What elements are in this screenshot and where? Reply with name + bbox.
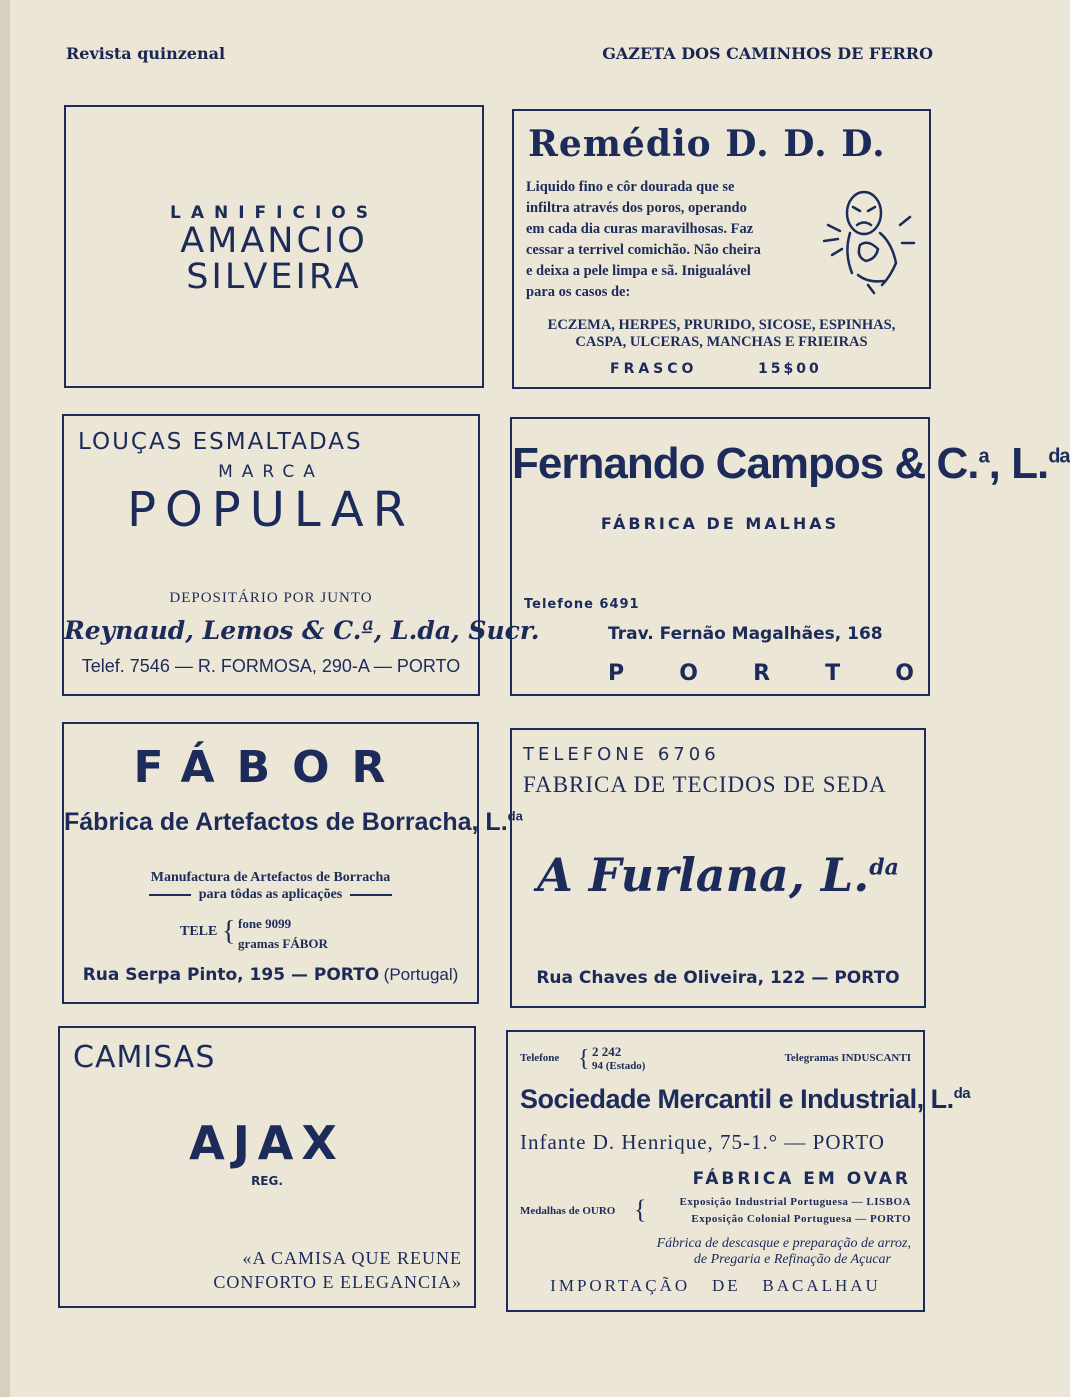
fabor-fone: fone 9099 bbox=[238, 916, 292, 931]
rule-right bbox=[350, 894, 392, 896]
price-label: FRASCO bbox=[610, 361, 698, 377]
furlana-name-text: A Furlana, L. bbox=[537, 848, 870, 902]
fabrica-ovar: FÁBRICA EM OVAR bbox=[692, 1169, 911, 1189]
city-letter: T bbox=[825, 661, 841, 686]
furlana-name bbox=[512, 848, 924, 902]
aplicacoes-text: para tôdas as aplicações bbox=[198, 887, 343, 902]
sociedade-name-sup: da bbox=[953, 1085, 971, 1102]
fabor-title: FÁBOR bbox=[133, 742, 408, 793]
title-sup-da: da bbox=[1048, 445, 1070, 468]
fabor-address-line bbox=[64, 964, 477, 985]
title-main: Fernando Campos & C. bbox=[512, 439, 979, 488]
popular-text: POPULAR bbox=[127, 482, 415, 538]
sociedade-address: Infante D. Henrique, 75-1.° — PORTO bbox=[520, 1130, 885, 1154]
ad-fernando-campos bbox=[510, 417, 1070, 696]
furlana-address: Rua Chaves de Oliveira, 122 — PORTO bbox=[536, 968, 900, 988]
city-letter: R bbox=[753, 661, 771, 686]
importacao-bacalhau: IMPORTAÇÃO DE BACALHAU bbox=[550, 1276, 881, 1295]
fabor-gramas: gramas FÁBOR bbox=[238, 936, 328, 951]
fabor-company-sup: da bbox=[507, 808, 523, 824]
ad-furlana bbox=[507, 728, 926, 1008]
ad-fabor bbox=[62, 722, 523, 1004]
header-right: GAZETA DOS CAMINHOS DE FERRO bbox=[602, 44, 933, 63]
city-letter: O bbox=[679, 661, 698, 686]
fabrica-malhas: FÁBRICA DE MALHAS bbox=[600, 514, 840, 533]
tele-label: TELE bbox=[180, 924, 218, 939]
body-line: cessar a terrivel comichão. Não cheira bbox=[526, 242, 761, 258]
tel-label: Telefone bbox=[520, 1052, 560, 1064]
title-sep: , L. bbox=[988, 439, 1049, 488]
loucas-title: LOUÇAS ESMALTADAS bbox=[78, 429, 363, 455]
ad-lanificios bbox=[64, 105, 484, 388]
fernando-city bbox=[608, 661, 914, 686]
depositario-label: DEPOSITÁRIO POR JUNTO bbox=[169, 590, 373, 606]
ad-sociedade-mercantil bbox=[506, 1030, 971, 1312]
ad-remedio bbox=[512, 109, 931, 389]
ad-loucas bbox=[62, 414, 540, 696]
sociedade-name-text: Sociedade Mercantil e Industrial, L. bbox=[520, 1084, 954, 1114]
silveira-text: SILVEIRA bbox=[186, 257, 362, 297]
page-edge bbox=[0, 0, 10, 1397]
scratching-man-icon bbox=[820, 185, 916, 295]
tele-brace: { bbox=[222, 916, 236, 947]
furlana-phone: TELEFONE 6706 bbox=[523, 744, 720, 765]
body-line: infiltra através dos poros, operando bbox=[526, 200, 747, 216]
body-line: para os casos de: bbox=[526, 284, 631, 300]
sociedade-name bbox=[520, 1084, 970, 1115]
lanificios-label: LANIFICIOS bbox=[170, 203, 378, 223]
ajax-brand: AJAX bbox=[189, 1116, 345, 1170]
fabor-company bbox=[64, 808, 523, 837]
header-left: Revista quinzenal bbox=[66, 44, 226, 63]
ajax-reg: REG. bbox=[251, 1174, 283, 1188]
fabor-aplicacoes bbox=[64, 887, 477, 903]
desc-line-2: de Pregaria e Refinação de Açucar bbox=[693, 1252, 891, 1267]
fabor-manufactura: Manufactura de Artefactos de Borracha bbox=[150, 870, 391, 885]
medal-porto: Exposição Colonial Portuguesa — PORTO bbox=[691, 1213, 911, 1225]
fabor-address: Rua Serpa Pinto, 195 — PORTO bbox=[82, 965, 380, 985]
title-sup-a: a bbox=[978, 445, 989, 468]
city-letter: P bbox=[608, 661, 625, 686]
tel-brace: { bbox=[578, 1046, 590, 1072]
reynaud-name: Reynaud, Lemos & C.ª, L.da, Sucr. bbox=[64, 616, 540, 645]
telegram: Telegramas INDUSCANTI bbox=[784, 1052, 911, 1064]
desc-line-1: Fábrica de descasque e preparação de arroz, bbox=[656, 1236, 911, 1251]
fabor-company-name: Fábrica de Artefactos de Borracha, L. bbox=[64, 808, 508, 836]
fernando-campos-title bbox=[512, 439, 1070, 489]
fabor-country: (Portugal) bbox=[383, 965, 459, 984]
conditions-line2: CASPA, ULCERAS, MANCHAS E FRIEIRAS bbox=[575, 334, 868, 350]
medals-label: Medalhas de OURO bbox=[520, 1205, 616, 1217]
ajax-slogan-1: «A CAMISA QUE REUNE bbox=[242, 1248, 462, 1268]
ad-camisas-ajax bbox=[58, 1026, 476, 1308]
medals-brace: { bbox=[634, 1195, 647, 1224]
remedio-body bbox=[526, 177, 761, 303]
camisas-title: CAMISAS bbox=[73, 1040, 216, 1075]
amancio-text: AMANCIO bbox=[180, 221, 368, 261]
fernando-address: Trav. Fernão Magalhães, 168 bbox=[608, 624, 883, 644]
city-letter: O bbox=[895, 661, 914, 686]
tel-number-2: 94 (Estado) bbox=[592, 1060, 646, 1072]
body-line: em cada dia curas maravilhosas. Faz bbox=[526, 221, 754, 237]
conditions-line1: ECZEMA, HERPES, PRURIDO, SICOSE, ESPINHAS, bbox=[547, 317, 896, 333]
rule-left bbox=[149, 894, 191, 896]
fernando-phone: Telefone 6491 bbox=[524, 597, 640, 612]
ajax-slogan-2: CONFORTO E ELEGANCIA» bbox=[213, 1272, 462, 1292]
furlana-tecidos: FABRICA DE TECIDOS DE SEDA bbox=[523, 772, 887, 797]
remedio-title: Remédio D. D. D. bbox=[528, 123, 886, 165]
tel-number-1: 2 242 bbox=[592, 1044, 622, 1059]
marca-label: MARCA bbox=[218, 462, 324, 482]
medal-lisboa: Exposição Industrial Portuguesa — LISBOA bbox=[679, 1196, 911, 1208]
price-value: 15$00 bbox=[758, 361, 822, 377]
body-line: Liquido fino e côr dourada que se bbox=[526, 179, 735, 195]
body-line: e deixa a pele limpa e sã. Inigualável bbox=[526, 263, 751, 279]
loucas-address: Telef. 7546 — R. FORMOSA, 290-A — PORTO bbox=[81, 656, 461, 676]
furlana-name-sup: da bbox=[869, 854, 899, 881]
